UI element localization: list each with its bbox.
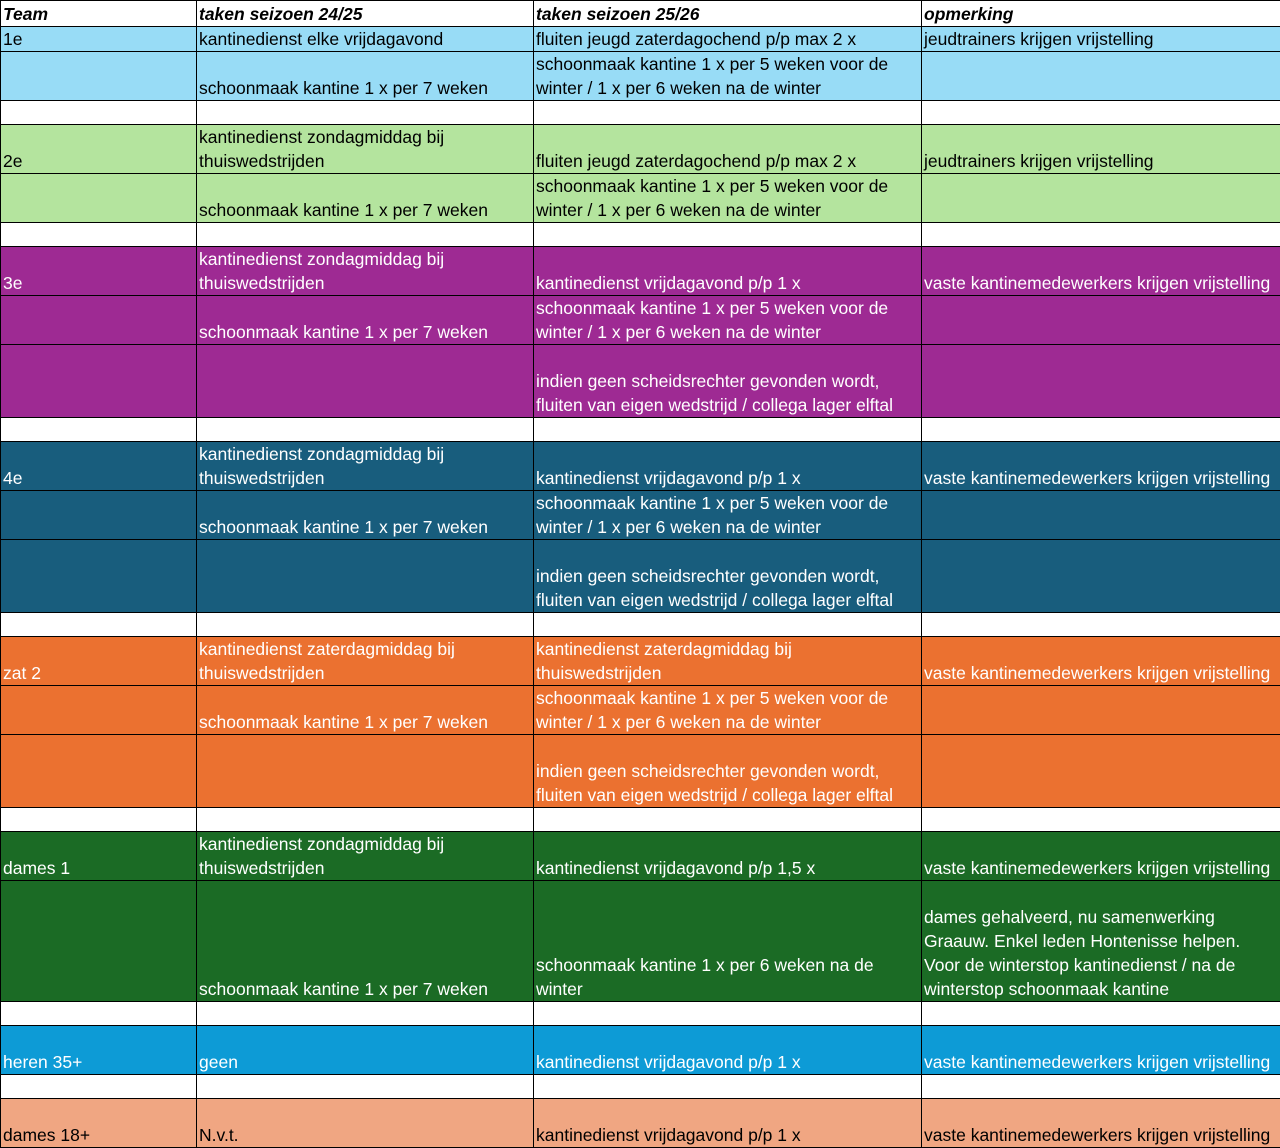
remark-cell[interactable]: vaste kantinemedewerkers krijgen vrijstelling [922, 637, 1280, 686]
task-2526-cell[interactable]: schoonmaak kantine 1 x per 5 weken voor de winter / 1 x per 6 weken na de winter [534, 296, 922, 345]
task-2425-cell[interactable] [197, 540, 534, 613]
team-cell[interactable] [1, 345, 197, 418]
remark-cell[interactable] [922, 491, 1280, 540]
task-2425-cell[interactable]: kantinedienst elke vrijdagavond [197, 27, 534, 52]
team-cell[interactable]: 3e [1, 247, 197, 296]
table-row [1, 52, 1280, 101]
team-cell[interactable] [1, 52, 197, 101]
task-2425-cell[interactable]: kantinedienst zaterdagmiddag bij thuiswedstrijden [197, 637, 534, 686]
table-row [1, 27, 1280, 52]
task-2425-cell[interactable]: kantinedienst zondagmiddag bij thuiswedstrijden [197, 442, 534, 491]
task-2526-cell[interactable]: schoonmaak kantine 1 x per 6 weken na de winter [534, 881, 922, 1002]
spacer-row [1, 418, 1280, 442]
spacer-row [1, 1002, 1280, 1026]
remark-cell[interactable] [922, 540, 1280, 613]
spacer-row [1, 101, 1280, 125]
task-2526-cell[interactable]: indien geen scheidsrechter gevonden wordt, fluiten van eigen wedstrijd / collega lager elftal [534, 735, 922, 808]
remark-cell[interactable]: jeudtrainers krijgen vrijstelling [922, 125, 1280, 174]
table-row [1, 881, 1280, 1002]
spacer-row [1, 1075, 1280, 1099]
task-2526-cell[interactable]: schoonmaak kantine 1 x per 5 weken voor de winter / 1 x per 6 weken na de winter [534, 52, 922, 101]
remark-cell[interactable]: vaste kantinemedewerkers krijgen vrijstelling [922, 832, 1280, 881]
remark-cell[interactable] [922, 174, 1280, 223]
task-2425-cell[interactable]: kantinedienst zondagmiddag bij thuiswedstrijden [197, 832, 534, 881]
header-season-2425[interactable]: taken seizoen 24/25 [197, 1, 534, 27]
task-2526-cell[interactable]: schoonmaak kantine 1 x per 5 weken voor de winter / 1 x per 6 weken na de winter [534, 174, 922, 223]
remark-cell[interactable] [922, 296, 1280, 345]
task-2425-cell[interactable]: kantinedienst zondagmiddag bij thuiswedstrijden [197, 247, 534, 296]
spacer-row [1, 223, 1280, 247]
table-row [1, 296, 1280, 345]
team-cell[interactable]: dames 18+ [1, 1099, 197, 1148]
remark-cell[interactable]: vaste kantinemedewerkers krijgen vrijstelling [922, 1099, 1280, 1148]
team-cell[interactable]: 2e [1, 125, 197, 174]
table-row [1, 686, 1280, 735]
table-row [1, 345, 1280, 418]
team-cell[interactable] [1, 735, 197, 808]
task-2526-cell[interactable]: kantinedienst vrijdagavond p/p 1 x [534, 442, 922, 491]
header-team[interactable]: Team [1, 1, 197, 27]
table-row [1, 247, 1280, 296]
task-2526-cell[interactable]: schoonmaak kantine 1 x per 5 weken voor de winter / 1 x per 6 weken na de winter [534, 491, 922, 540]
team-cell[interactable] [1, 540, 197, 613]
remark-cell[interactable]: vaste kantinemedewerkers krijgen vrijstelling [922, 247, 1280, 296]
header-remark[interactable]: opmerking [922, 1, 1280, 27]
table-row [1, 491, 1280, 540]
team-cell[interactable] [1, 296, 197, 345]
table-row [1, 832, 1280, 881]
spacer-row [1, 613, 1280, 637]
team-cell[interactable] [1, 881, 197, 1002]
task-2425-cell[interactable]: schoonmaak kantine 1 x per 7 weken [197, 491, 534, 540]
team-cell[interactable] [1, 491, 197, 540]
team-cell[interactable] [1, 686, 197, 735]
task-2425-cell[interactable]: schoonmaak kantine 1 x per 7 weken [197, 881, 534, 1002]
table-row [1, 540, 1280, 613]
remark-cell[interactable]: vaste kantinemedewerkers krijgen vrijstelling [922, 1026, 1280, 1075]
remark-cell[interactable] [922, 52, 1280, 101]
team-cell[interactable]: 4e [1, 442, 197, 491]
task-2526-cell[interactable]: fluiten jeugd zaterdagochend p/p max 2 x [534, 27, 922, 52]
task-2526-cell[interactable]: indien geen scheidsrechter gevonden wordt, fluiten van eigen wedstrijd / collega lager elftal [534, 540, 922, 613]
task-2425-cell[interactable]: schoonmaak kantine 1 x per 7 weken [197, 686, 534, 735]
header-row [1, 1, 1280, 27]
task-2526-cell[interactable]: kantinedienst vrijdagavond p/p 1 x [534, 247, 922, 296]
task-2526-cell[interactable]: kantinedienst vrijdagavond p/p 1 x [534, 1099, 922, 1148]
table-row [1, 735, 1280, 808]
table-row [1, 125, 1280, 174]
spacer-row [1, 808, 1280, 832]
task-2425-cell[interactable] [197, 735, 534, 808]
task-2425-cell[interactable]: schoonmaak kantine 1 x per 7 weken [197, 174, 534, 223]
task-2425-cell[interactable]: schoonmaak kantine 1 x per 7 weken [197, 296, 534, 345]
team-cell[interactable]: 1e [1, 27, 197, 52]
task-2425-cell[interactable]: N.v.t. [197, 1099, 534, 1148]
table-row [1, 637, 1280, 686]
table-row [1, 174, 1280, 223]
remark-cell[interactable]: jeudtrainers krijgen vrijstelling [922, 27, 1280, 52]
task-2526-cell[interactable]: schoonmaak kantine 1 x per 5 weken voor de winter / 1 x per 6 weken na de winter [534, 686, 922, 735]
task-2526-cell[interactable]: fluiten jeugd zaterdagochend p/p max 2 x [534, 125, 922, 174]
task-2425-cell[interactable]: schoonmaak kantine 1 x per 7 weken [197, 52, 534, 101]
remark-cell[interactable] [922, 735, 1280, 808]
task-2526-cell[interactable]: kantinedienst vrijdagavond p/p 1,5 x [534, 832, 922, 881]
team-cell[interactable]: zat 2 [1, 637, 197, 686]
task-2425-cell[interactable]: kantinedienst zondagmiddag bij thuiswedstrijden [197, 125, 534, 174]
team-cell[interactable] [1, 174, 197, 223]
team-cell[interactable]: heren 35+ [1, 1026, 197, 1075]
table-row [1, 1099, 1280, 1148]
task-2526-cell[interactable]: kantinedienst zaterdagmiddag bij thuiswedstrijden [534, 637, 922, 686]
header-season-2526[interactable]: taken seizoen 25/26 [534, 1, 922, 27]
remark-cell[interactable] [922, 686, 1280, 735]
remark-cell[interactable]: vaste kantinemedewerkers krijgen vrijstelling [922, 442, 1280, 491]
task-2425-cell[interactable]: geen [197, 1026, 534, 1075]
task-2526-cell[interactable]: kantinedienst vrijdagavond p/p 1 x [534, 1026, 922, 1075]
table-row [1, 1026, 1280, 1075]
task-2526-cell[interactable]: indien geen scheidsrechter gevonden wordt, fluiten van eigen wedstrijd / collega lager elftal [534, 345, 922, 418]
team-cell[interactable]: dames 1 [1, 832, 197, 881]
task-2425-cell[interactable] [197, 345, 534, 418]
remark-cell[interactable]: dames gehalveerd, nu samenwerking Graauw. Enkel leden Hontenisse helpen. Voor de winterstop kantinedienst / na de winterstop schoonmaak kantine [922, 881, 1280, 1002]
table-row [1, 442, 1280, 491]
remark-cell[interactable] [922, 345, 1280, 418]
